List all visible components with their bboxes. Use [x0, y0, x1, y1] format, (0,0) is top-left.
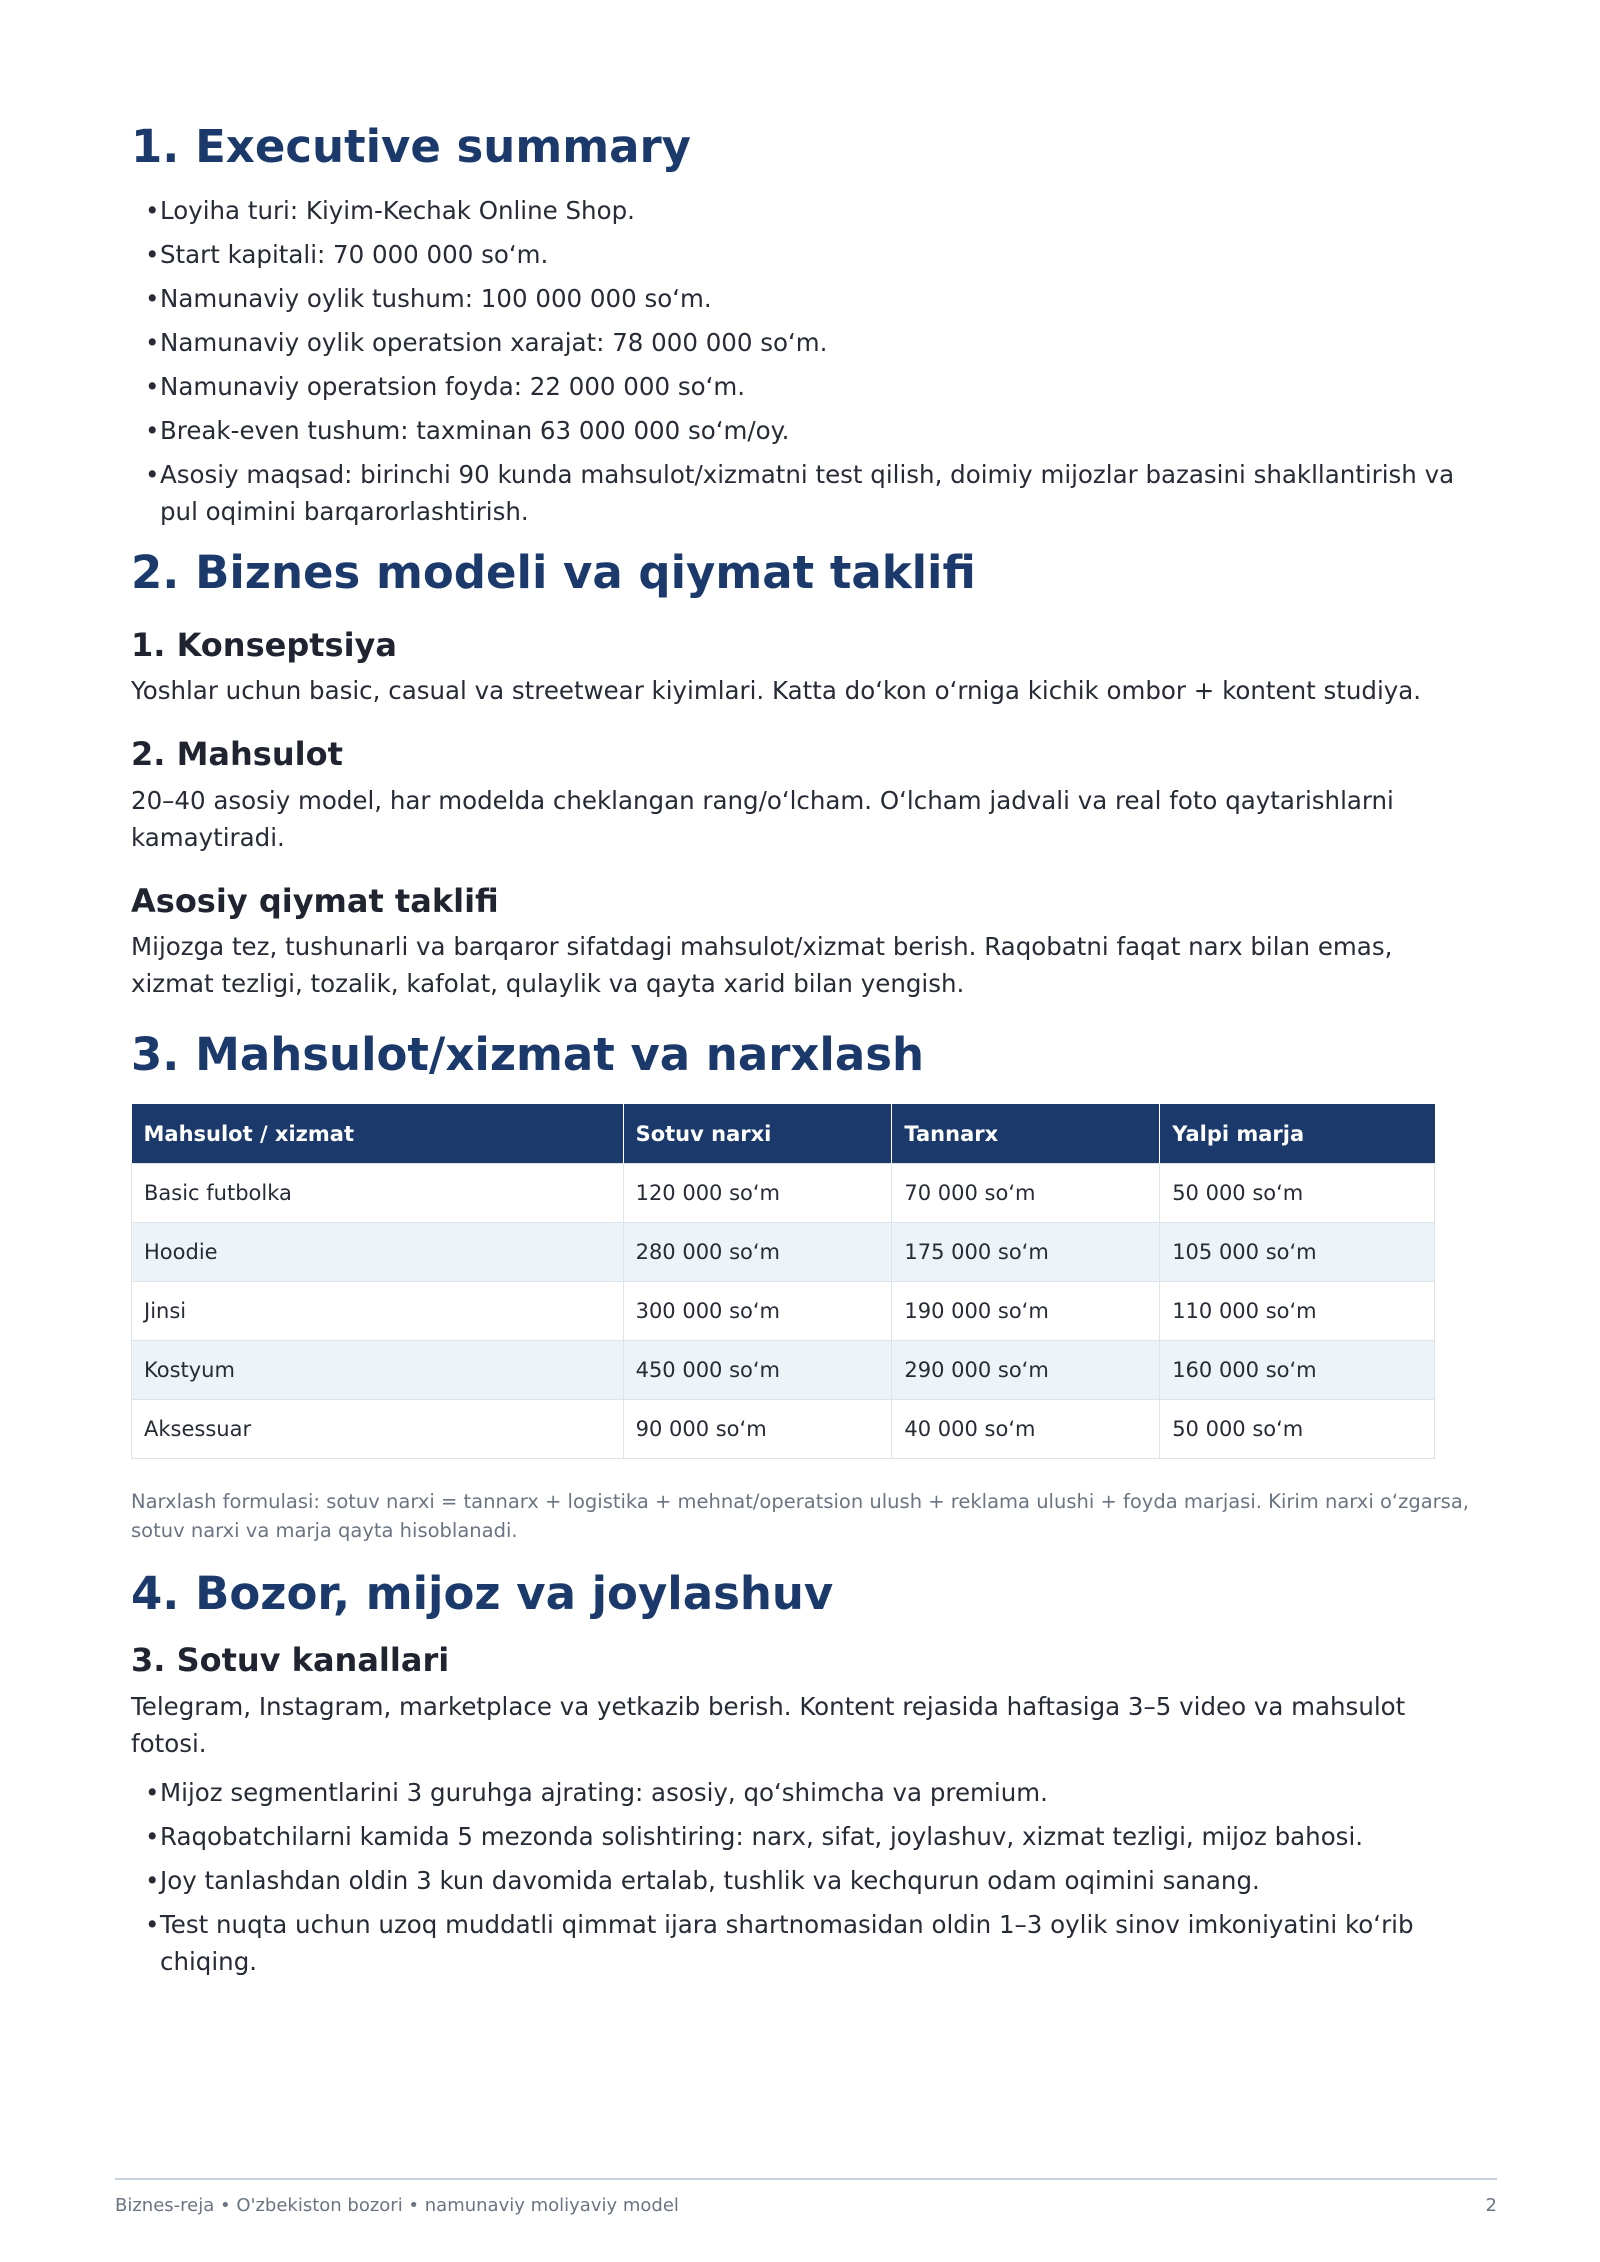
subsection-title-concept: 1. Konseptsiya	[131, 626, 397, 664]
table-cell: 40 000 so‘m	[892, 1400, 1160, 1459]
subsection-title-sales-channels: 3. Sotuv kanallari	[131, 1641, 450, 1680]
section-title-market: 4. Bozor, mijoz va joylashuv	[131, 1567, 834, 1621]
sales-channels-text: Telegram, Instagram, marketplace va yetkazib berish. Kontent rejasida haftasiga 3–5 video va mahsulot fotosi.	[131, 1691, 1406, 1758]
list-item: •Start kapitali: 70 000 000 so‘m.	[145, 240, 549, 269]
product-text: 20–40 asosiy model, har modelda cheklangan rang/o‘lcham. O‘lcham jadvali va real foto qaytarishlarni kamaytiradi.	[131, 785, 1394, 852]
table-cell: 70 000 so‘m	[892, 1164, 1160, 1223]
table-cell: 120 000 so‘m	[623, 1164, 892, 1223]
table-cell: 90 000 so‘m	[623, 1400, 892, 1459]
list-item: •Asosiy maqsad: birinchi 90 kunda mahsulot/xizmatni test qilish, doimiy mijozlar bazasini shakllantirish va pul oqimini barqarorlashtirish.	[145, 460, 1455, 526]
section-title-pricing: 3. Mahsulot/xizmat va narxlash	[131, 1028, 925, 1082]
subsection-title-value-proposition: Asosiy qiymat taklifi	[131, 881, 499, 920]
table-cell: 50 000 so‘m	[1160, 1400, 1435, 1459]
footer-text: Biznes-reja • O'zbekiston bozori • namunaviy moliyaviy model	[115, 2195, 679, 2216]
subsection-title-product: 2. Mahsulot	[131, 735, 343, 774]
table-cell: 300 000 so‘m	[623, 1282, 892, 1341]
executive-summary-list	[131, 192, 1471, 530]
table-cell: 105 000 so‘m	[1160, 1223, 1435, 1282]
concept-text: Yoshlar uchun basic, casual va streetwear kiyimlari. Katta do‘kon o‘rniga kichik ombor + kontent studiya.	[131, 676, 1422, 706]
table-row	[132, 1223, 1435, 1282]
table-header-cell: Mahsulot / xizmat	[132, 1104, 624, 1164]
table-row	[132, 1341, 1435, 1400]
table-cell: 280 000 so‘m	[623, 1223, 892, 1282]
list-item: •Namunaviy operatsion foyda: 22 000 000 so‘m.	[145, 372, 746, 401]
list-item: •Break-even tushum: taxminan 63 000 000 so‘m/oy.	[145, 416, 790, 445]
table-header-row	[132, 1104, 1435, 1164]
table-cell: Hoodie	[132, 1223, 624, 1282]
list-item: •Namunaviy oylik tushum: 100 000 000 so‘m.	[145, 284, 712, 313]
table-cell: Jinsi	[132, 1282, 624, 1341]
footer-divider	[115, 2178, 1497, 2180]
table-header-cell: Sotuv narxi	[623, 1104, 892, 1164]
document-page	[131, 120, 1471, 1987]
table-header-cell: Yalpi marja	[1160, 1104, 1435, 1164]
table-header-cell: Tannarx	[892, 1104, 1160, 1164]
page-number: 2	[1485, 2195, 1497, 2216]
list-item: •Joy tanlashdan oldin 3 kun davomida ertalab, tushlik va kechqurun odam oqimini sanang.	[145, 1865, 1260, 1895]
list-item: •Namunaviy oylik operatsion xarajat: 78 000 000 so‘m.	[145, 328, 828, 357]
list-item: •Loyiha turi: Kiyim-Kechak Online Shop.	[145, 196, 635, 225]
table-cell: 450 000 so‘m	[623, 1341, 892, 1400]
table-cell: 160 000 so‘m	[1160, 1341, 1435, 1400]
table-cell: Kostyum	[132, 1341, 624, 1400]
pricing-formula-note: Narxlash formulasi: sotuv narxi = tannarx + logistika + mehnat/operatsion ulush + reklama ulushi + foyda marjasi. Kirim narxi o‘zgarsa, sotuv narxi va marja qayta hisoblanadi.	[131, 1490, 1469, 1543]
table-cell: 290 000 so‘m	[892, 1341, 1160, 1400]
value-proposition-text: Mijozga tez, tushunarli va barqaror sifatdagi mahsulot/xizmat berish. Raqobatni faqat narx bilan emas, xizmat tezligi, tozalik, kafolat, qulaylik va qayta xarid bilan yengish.	[131, 932, 1393, 999]
table-row	[132, 1164, 1435, 1223]
pricing-table	[131, 1104, 1435, 1459]
table-cell: Aksessuar	[132, 1400, 624, 1459]
table-row	[132, 1400, 1435, 1459]
table-cell: 110 000 so‘m	[1160, 1282, 1435, 1341]
table-row	[132, 1282, 1435, 1341]
market-list	[131, 1774, 1471, 1980]
section-title-executive-summary: 1. Executive summary	[131, 120, 692, 173]
list-item: •Raqobatchilarni kamida 5 mezonda solishtiring: narx, sifat, joylashuv, xizmat tezligi, mijoz bahosi.	[145, 1821, 1364, 1851]
table-cell: 190 000 so‘m	[892, 1282, 1160, 1341]
table-cell: Basic futbolka	[132, 1164, 624, 1223]
list-item: •Mijoz segmentlarini 3 guruhga ajrating: asosiy, qo‘shimcha va premium.	[145, 1777, 1048, 1807]
table-cell: 175 000 so‘m	[892, 1223, 1160, 1282]
section-title-business-model: 2. Biznes modeli va qiymat taklifi	[131, 546, 976, 599]
table-cell: 50 000 so‘m	[1160, 1164, 1435, 1223]
list-item: •Test nuqta uchun uzoq muddatli qimmat ijara shartnomasidan oldin 1–3 oylik sinov imkoniyatini ko‘rib chiqing.	[145, 1909, 1414, 1976]
